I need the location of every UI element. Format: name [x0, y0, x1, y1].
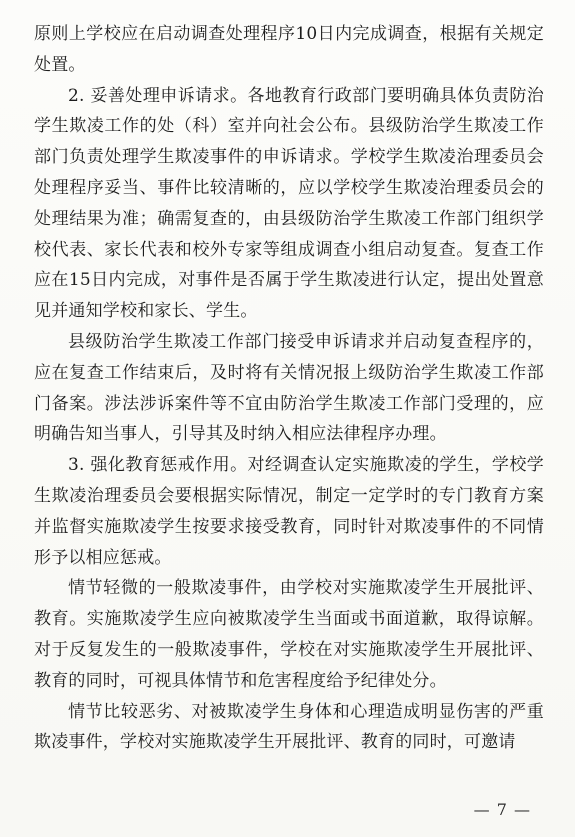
page-number: — 7 — — [473, 800, 531, 819]
paragraph-4: 3. 强化教育惩戒作用。对经调查认定实施欺凌的学生，学校学生欺凌治理委员会要根据实际情况，制定一定学时的专门教育方案并监督实施欺凌学生按要求接受教育，同时针对欺凌事件的不同情形予以相应惩戒。 — [34, 455, 544, 568]
paragraph-1: 原则上学校应在启动调查处理程序10日内完成调查，根据有关规定处置。 — [34, 24, 544, 75]
paragraph-3: 县级防治学生欺凌工作部门接受申诉请求并启动复查程序的，应在复查工作结束后，及时将有关情况报上级防治学生欺凌工作部门备案。涉法涉诉案件等不宜由防治学生欺凌工作部门受理的，应明确告知当事人，引导其及时纳入相应法律程序办理。 — [34, 331, 544, 445]
document-body — [34, 19, 544, 758]
paragraph-6: 情节比较恶劣、对被欺凌学生身体和心理造成明显伤害的严重欺凌事件，学校对实施欺凌学生开展批评、教育的同时，可邀请 — [34, 701, 544, 753]
paragraph-2: 2. 妥善处理申诉请求。各地教育行政部门要明确具体负责防治学生欺凌工作的处（科）室并向社会公布。县级防治学生欺凌工作部门负责处理学生欺凌事件的申诉请求。学校学生欺凌治理委员会处理程序妥当、事件比较清晰的，应以学校学生欺凌治理委员会的处理结果为准；确需复查的，由县级防治学生欺凌工作部门组织学校代表、家长代表和校外专家等组成调查小组启动复查。复查工作应在15日内完成，对事件是否属于学生欺凌进行认定，提出处置意见并通知学校和家长、学生。 — [34, 85, 544, 322]
paragraph-5: 情节轻微的一般欺凌事件，由学校对实施欺凌学生开展批评、教育。实施欺凌学生应向被欺凌学生当面或书面道歉，取得谅解。对于反复发生的一般欺凌事件，学校在对实施欺凌学生开展批评、教育的同时，可视具体情节和危害程度给予纪律处分。 — [34, 578, 544, 691]
